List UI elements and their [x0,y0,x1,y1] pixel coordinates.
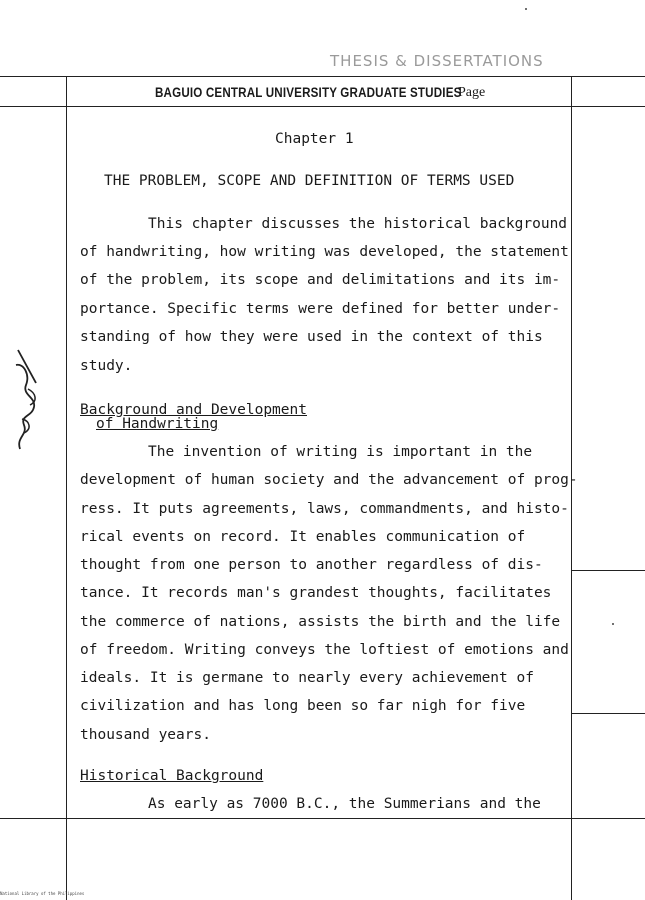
body-line: development of human society and the advancement of prog- [80,472,578,488]
body-line: As early as 7000 B.C., the Summerians and the [148,796,541,812]
left-margin-rule [66,76,67,900]
speck [612,623,614,625]
body-line: standing of how they were used in the context of this [80,329,543,345]
body-line: the commerce of nations, assists the birth and the life [80,614,561,630]
body-line: The invention of writing is important in the [148,444,533,460]
body-line: ress. It puts agreements, laws, commandments, and histo- [80,501,569,517]
right-tab-rule-2 [571,713,645,714]
body-line: of the problem, its scope and delimitations and its im- [80,272,561,288]
body-line: study. [80,358,133,374]
body-line: This chapter discusses the historical background [148,216,568,232]
body-line: portance. Specific terms were defined for better under- [80,301,561,317]
header-top-rule [0,76,645,77]
speck [525,8,527,10]
body-line: civilization and has long been so far nigh for five [80,698,526,714]
body-line: thousand years. [80,727,211,743]
body-line: ideals. It is germane to nearly every achievement of [80,670,534,686]
university-header-title: BAGUIO CENTRAL UNIVERSITY GRADUATE STUDIES [155,85,462,100]
chapter-title: THE PROBLEM, SCOPE AND DEFINITION OF TERMS USED [104,173,515,189]
body-line: thought from one person to another regardless of dis- [80,557,543,573]
thesis-stamp: THESIS & DISSERTATIONS [330,52,544,70]
header-bottom-rule [0,106,645,107]
section-heading-historical: Historical Background [80,768,264,784]
page-label: Page [458,85,486,100]
right-margin-rule [571,76,572,900]
right-tab-rule-1 [571,570,645,571]
chapter-label: Chapter 1 [275,131,354,147]
footer-rule [0,818,645,819]
body-line: of freedom. Writing conveys the loftiest of emotions and [80,642,569,658]
section-heading-background-cont: of Handwriting [96,416,219,432]
body-line: rical events on record. It enables communication of [80,529,526,545]
body-line: of handwriting, how writing was developed, the statement [80,244,569,260]
section-heading-background: Background and Development [80,402,307,418]
archive-footer-note: National Library of the Philippines [0,891,85,896]
body-line: tance. It records man's grandest thoughts, facilitates [80,585,552,601]
handwritten-signature [6,345,46,455]
